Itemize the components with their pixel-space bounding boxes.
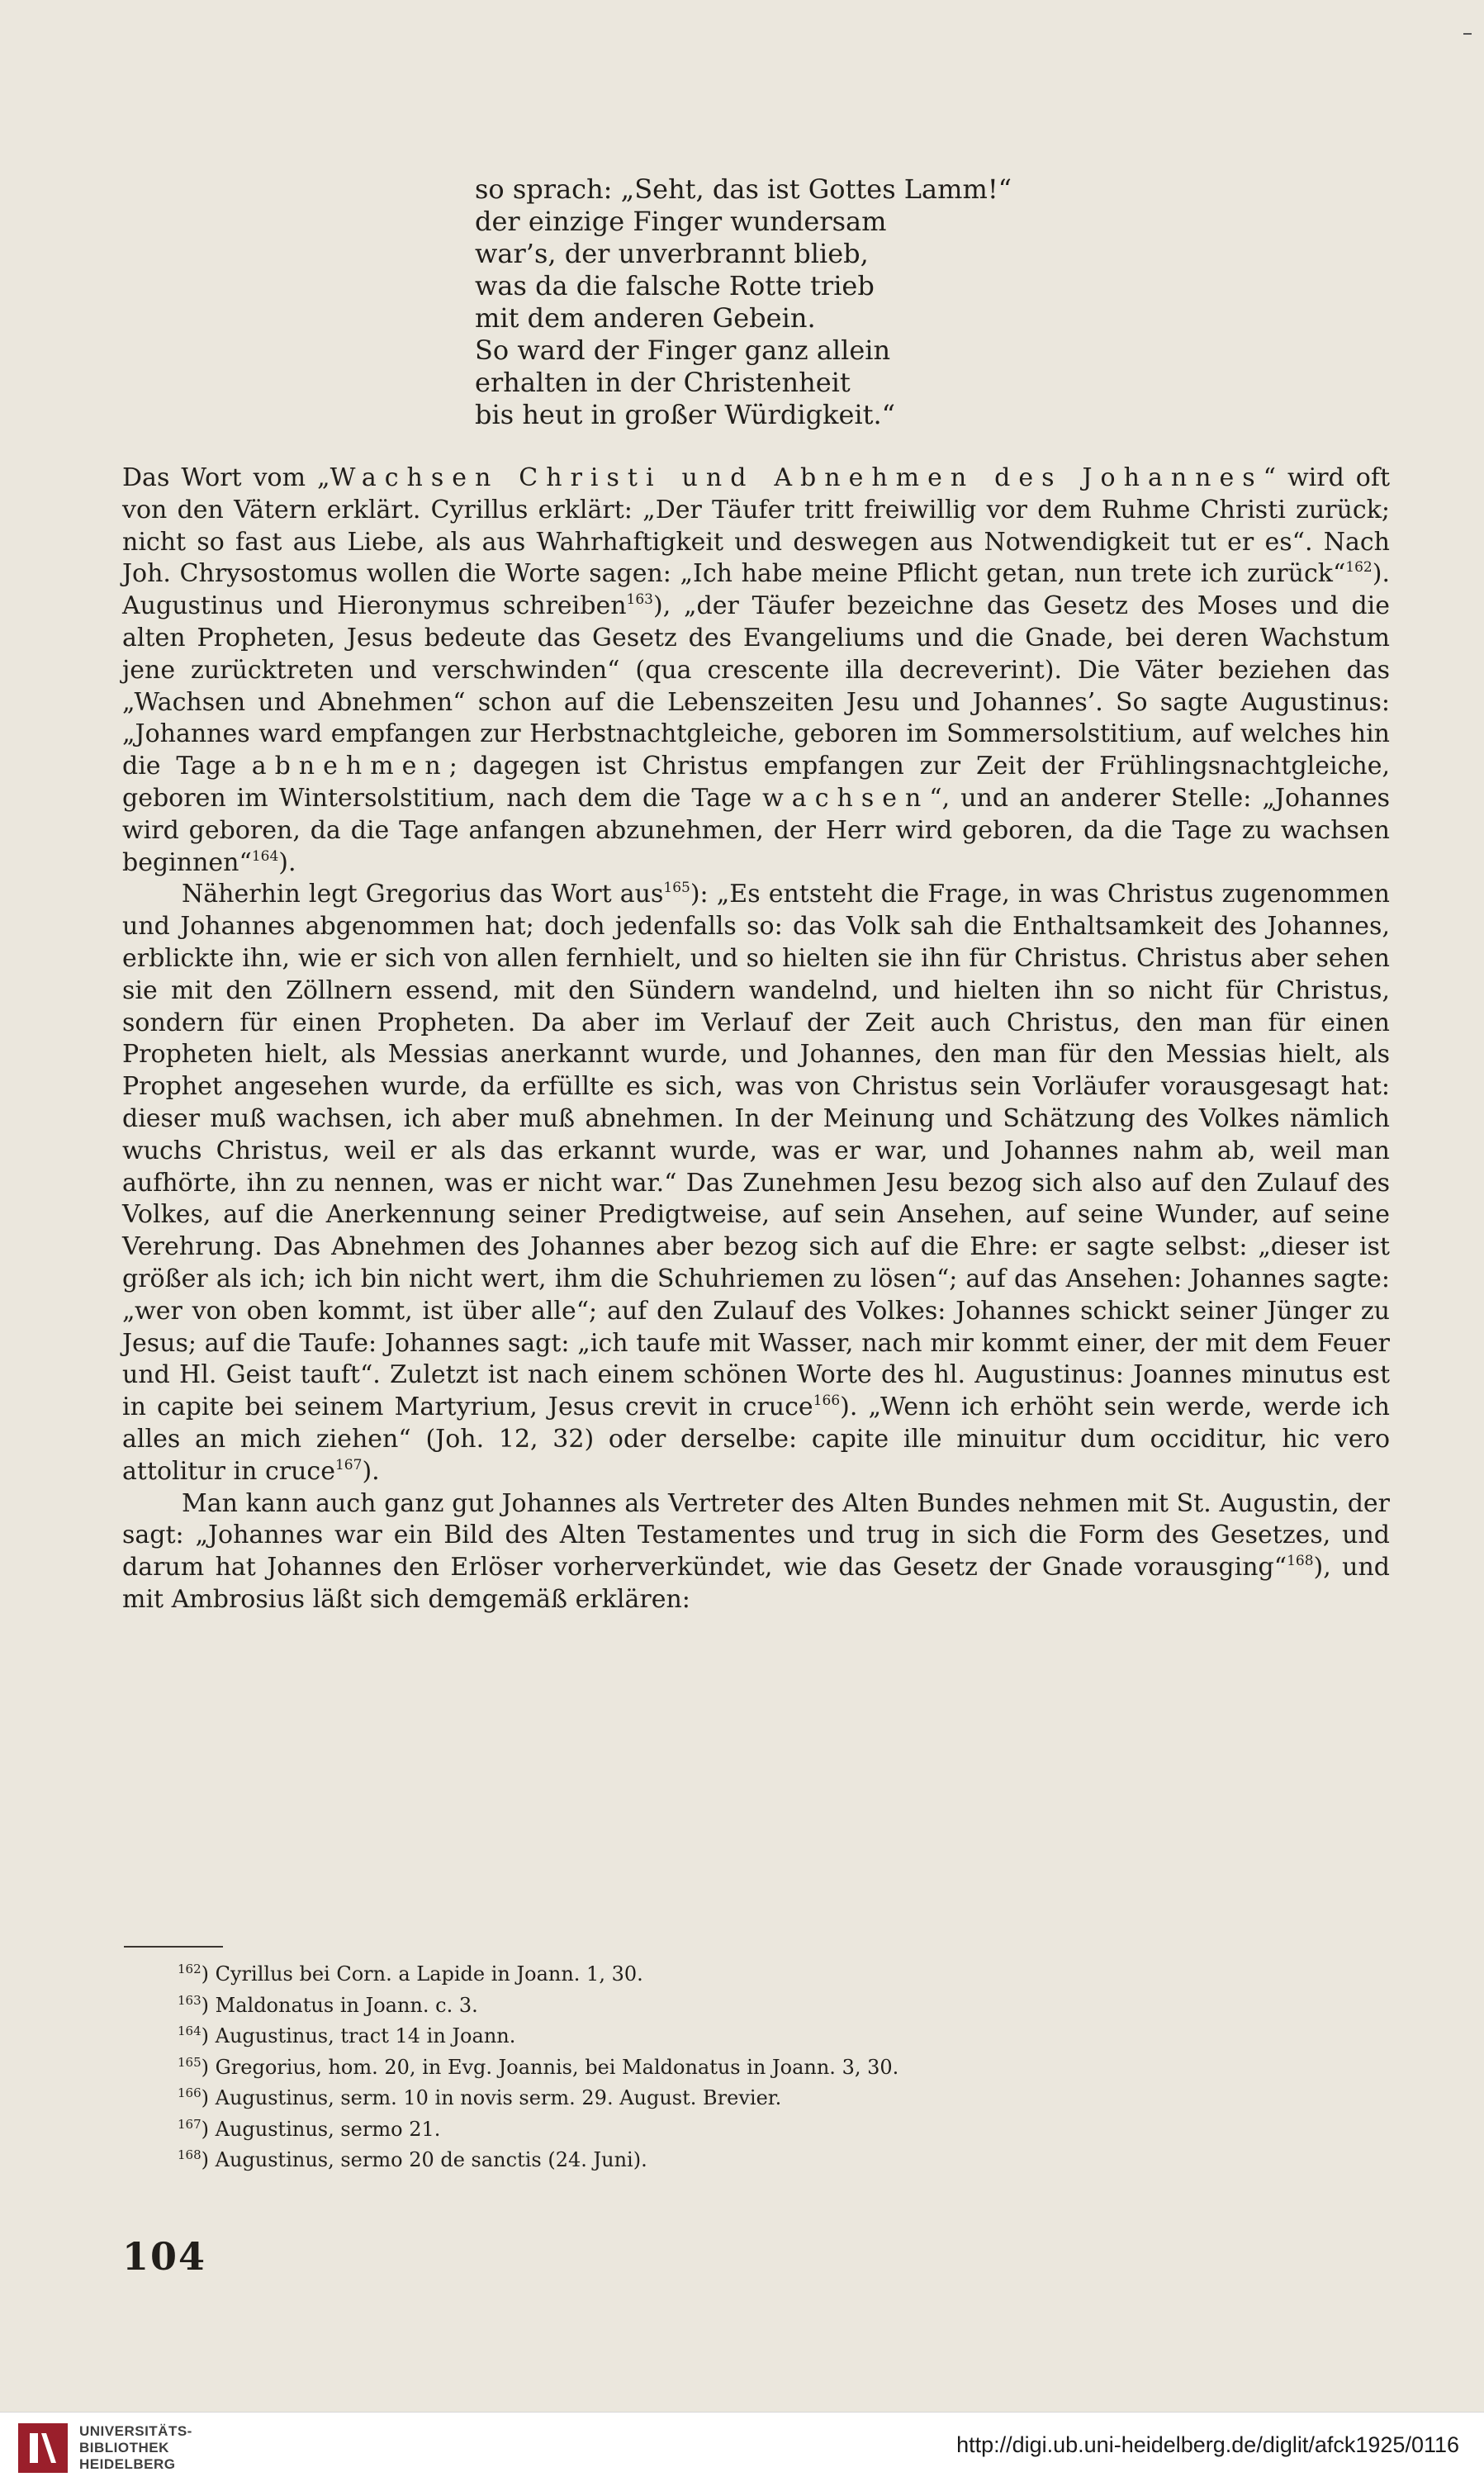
footnote-ref[interactable]: 164 <box>251 847 279 865</box>
text-run: Man kann auch ganz gut Johannes als Vertreter des Alten Bundes nehmen mit St. Augustin, der sagt: „Johannes war ein Bild des Alten Testamentes und trug in sich die Form des Gesetzes, und darum hat Johannes den Erlöser vorherverkündet, wie das Gesetz der Gnade vorausging“ <box>122 1488 1390 1582</box>
poem-line: was da die falsche Rotte trieb <box>475 270 875 301</box>
footnote <box>178 2052 1251 2084</box>
footnote-divider <box>124 1946 223 1948</box>
heidelberg-library-logo-icon <box>18 2423 68 2473</box>
footnote-text: ) Augustinus, sermo 21. <box>201 2117 441 2141</box>
poem-line: So ward der Finger ganz allein <box>475 335 891 366</box>
footnote <box>178 1990 1251 2022</box>
text-run: ). „Wenn ich erhöht sein werde, werde ich alles an mich ziehen“ (Joh. 12, 32) oder derselbe: capite ille minuitur dum occiditur, hic vero attolitur in cruce <box>122 1393 1390 1486</box>
library-name-line: UNIVERSITÄTS- <box>79 2423 192 2439</box>
library-logo[interactable] <box>18 2423 192 2473</box>
text-run: ), und mit Ambrosius läßt sich demgemäß erklären: <box>122 1553 1391 1614</box>
footnote-ref[interactable]: 167 <box>334 1456 363 1473</box>
paragraph-gregorius <box>122 879 1390 1487</box>
footnote-text: ) Augustinus, tract 14 in Joann. <box>201 2024 516 2047</box>
paragraph-augustin <box>122 1488 1390 1616</box>
footnote-ref[interactable]: 163 <box>626 591 653 609</box>
poem-line: bis heut in großer Würdigkeit.“ <box>475 399 895 430</box>
footnote-number: 162 <box>178 1962 202 1976</box>
margin-mark <box>1463 33 1472 35</box>
footnote <box>178 2145 1251 2176</box>
footnote-text: ) Augustinus, sermo 20 de sanctis (24. Juni). <box>201 2148 647 2171</box>
poem-line: war’s, der unverbrannt blieb, <box>475 238 869 269</box>
footnote-text: ) Gregorius, hom. 20, in Evg. Joannis, bei Maldonatus in Joann. 3, 30. <box>201 2055 899 2079</box>
permalink-url[interactable]: http://digi.ub.uni-heidelberg.de/diglit/afck1925/0116 <box>956 2432 1459 2457</box>
footnote-number: 168 <box>178 2147 202 2162</box>
poem-line: erhalten in der Christenheit <box>475 367 851 398</box>
text-run: “ wird oft von den Vätern erklärt. Cyrillus erklärt: „Der Täufer tritt freiwillig vor dem Ruhme Christi zurück; nicht so fast aus Liebe, als aus Wahrhaftigkeit und deswegen aus Notwendigkeit tut er es“. Nach Joh. Chrysostomus wollen die Worte sagen: „Ich habe meine Pflicht getan, nun trete ich zurück“ <box>122 463 1390 589</box>
poem-line: so sprach: „Seht, das ist Gottes Lamm!“ <box>475 173 1012 205</box>
footnote-text: ) Augustinus, serm. 10 in novis serm. 29. August. Brevier. <box>201 2086 782 2109</box>
footnote <box>178 2083 1251 2114</box>
text-run: ). <box>362 1456 380 1486</box>
body-text <box>122 463 1390 1616</box>
footnote-text: ) Maldonatus in Joann. c. 3. <box>201 1993 478 2017</box>
text-run: Näherhin legt Gregorius das Wort aus <box>182 880 664 909</box>
text-run: ; dagegen ist Christus empfangen zur Zeit der Frühlingsnachtgleiche, geboren im Wintersolstitium, nach dem die Tage <box>122 752 1390 813</box>
emphasized-phrase: Wachsen Christi und Abnehmen des Johannes <box>330 463 1264 492</box>
library-name <box>79 2423 192 2473</box>
footnote-number: 163 <box>178 1992 202 2008</box>
page-number: 104 <box>122 2234 207 2279</box>
poem-line: mit dem anderen Gebein. <box>475 302 816 334</box>
footnote-number: 164 <box>178 2024 202 2038</box>
text-run: “, und an anderer Stelle: „Johannes wird geboren, da die Tage anfangen abzunehmen, der Herr wird geboren, da die Tage zu wachsen beginnen“ <box>122 783 1391 877</box>
text-run: ), „der Täufer bezeichne das Gesetz des Moses und die alten Propheten, Jesus bedeute das Gesetz des Evangeliums und die Gnade, bei deren Wachstum jene zurücktreten und verschwinden“ (qua crescente illa decreverint). Die Väter beziehen das „Wachsen und Abnehmen“ schon auf die Lebenszeiten Jesu und Johannes’. So sagte Augustinus: „Johannes ward empfangen zur Herbstnachtgleiche, geboren im Sommersolstitium, auf welches hin die Tage <box>122 591 1391 781</box>
footnote-number: 165 <box>178 2054 202 2070</box>
footnote-ref[interactable]: 168 <box>1287 1553 1314 1570</box>
poem-line: der einzige Finger wundersam <box>475 206 887 237</box>
footnote-number: 166 <box>178 2085 202 2100</box>
emphasized-word: wachsen <box>762 783 930 813</box>
library-name-line: BIBLIOTHEK <box>79 2440 169 2455</box>
text-run: Das Wort vom „ <box>122 463 330 492</box>
paragraph-wachsen-abnehmen <box>122 463 1390 879</box>
text-run: ). <box>278 847 296 877</box>
footnote-text: ) Cyrillus bei Corn. a Lapide in Joann. 1, 30. <box>201 1962 643 1986</box>
footnote <box>178 2021 1251 2052</box>
footnote <box>178 2114 1251 2146</box>
library-name-line: HEIDELBERG <box>79 2456 176 2472</box>
emphasized-word: abnehmen <box>251 752 449 781</box>
footnote <box>178 1959 1251 1990</box>
footnote-ref[interactable]: 165 <box>663 880 690 897</box>
text-run: ): „Es entsteht die Frage, in was Christus zugenommen und Johannes abgenommen hat; doch jedenfalls so: das Volk sah die Enthaltsamkeit des Johannes, erblickte ihn, wie er sich von allen fernhielt, und so hielten sie ihn für Christus. Christus aber sehen sie mit den Zöllnern essend, mit den Sündern wandelnd, und hielten ihn so nicht für Christus, sondern für einen Propheten. Da aber im Verlauf der Zeit auch Christus, den man für einen Propheten hielt, als Messias anerkannt wurde, und Johannes, den man für den Messias hielt, als Prophet angesehen wurde, da erfüllte es sich, was von Christus sein Vorläufer vorausgesagt hat: dieser muß wachsen, ich aber muß abnehmen. In der Meinung und Schätzung des Volkes nämlich wuchs Christus, weil er als das erkannt wurde, was er war, und Johannes nahm ab, weil man aufhörte, ihn zu nennen, was er nicht war.“ Das Zunehmen Jesu bezog sich also auf den Zulauf des Volkes, auf die Anerkennung seiner Predigtweise, auf sein Ansehen, auf seine Wunder, auf seine Verehrung. Das Abnehmen des Johannes aber bezog sich auf die Ehre: er sagte selbst: „dieser ist größer als ich; ich bin nicht wert, ihm die Schuhriemen zu lösen“; auf das Ansehen: Johannes sagte: „wer von oben kommt, ist über alle“; auf den Zulauf des Volkes: Johannes schickt seiner Jünger zu Jesus; auf die Taufe: Johannes sagt: „ich taufe mit Wasser, nach mir kommt einer, der mit dem Feuer und Hl. Geist tauft“. Zuletzt ist nach einem schönen Worte des hl. Augustinus: Joannes minutus est in capite bei seinem Martyrium, Jesus crevit in cruce <box>122 880 1391 1422</box>
footnotes <box>178 1959 1251 2176</box>
footnote-ref[interactable]: 162 <box>1345 559 1373 576</box>
footnote-number: 167 <box>178 2116 202 2132</box>
text-run: ). Augustinus und Hieronymus schreiben <box>122 559 1390 621</box>
footnote-ref[interactable]: 166 <box>813 1393 841 1410</box>
poem-stanza <box>475 173 1012 431</box>
